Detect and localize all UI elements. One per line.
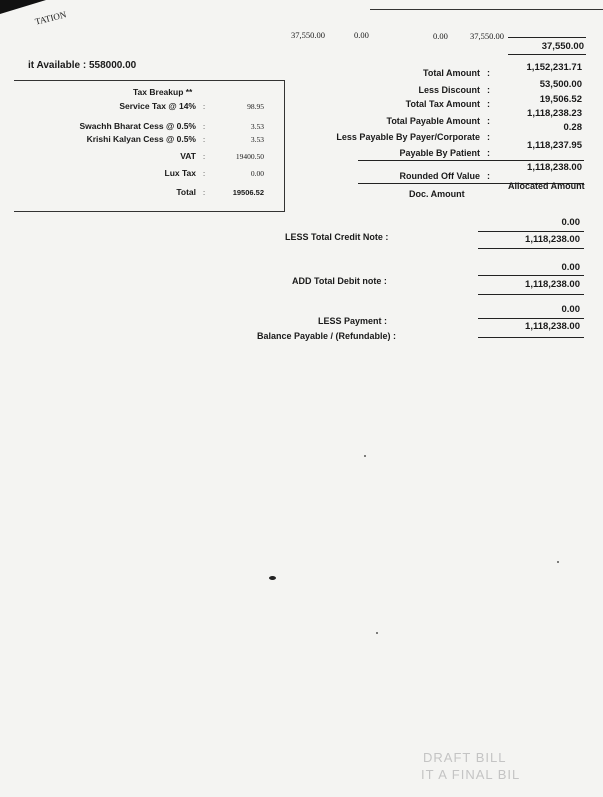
summary-label: Total Payable Amount (386, 116, 480, 126)
summary-sep: : (487, 148, 490, 158)
summary-label: Total Tax Amount (405, 99, 480, 109)
debit-note-rule-1 (478, 275, 584, 276)
tax-row-sep: : (203, 102, 206, 111)
tax-row-value: 19400.50 (235, 152, 264, 161)
summary-value: 1,152,231.71 (526, 62, 582, 73)
scan-speck (364, 455, 366, 457)
subtotal-value: 37,550.00 (541, 41, 584, 52)
top-divider (370, 9, 603, 10)
summary-sep: : (487, 132, 490, 142)
summary-label: Total Amount (423, 68, 480, 78)
balance-payable-label: Balance Payable / (Refundable) : (257, 331, 397, 341)
watermark-line-1: DRAFT BILL (423, 750, 507, 765)
debit-note-bottom-value: 1,118,238.00 (525, 279, 580, 290)
allocated-amount-header: Allocated Amount (508, 181, 585, 191)
tax-row-value: 98.95 (247, 102, 264, 111)
rounded-off-label: Rounded Off Value (399, 171, 480, 181)
doc-amount-header: Doc. Amount (409, 189, 465, 199)
balance-payable-value: 1,118,238.00 (525, 321, 580, 332)
tax-row-sep: : (203, 152, 206, 161)
tax-row-sep: : (203, 188, 206, 197)
summary-sep: : (487, 116, 490, 126)
payment-label: LESS Payment : (318, 316, 388, 326)
tax-breakup-title: Tax Breakup ** (133, 87, 193, 97)
balance-rule (478, 337, 584, 338)
scan-speck (269, 576, 276, 580)
line-value-3: 0.00 (433, 31, 448, 41)
summary-sep: : (487, 68, 490, 78)
scan-speck (557, 561, 559, 563)
summary-value: 19,506.52 (539, 94, 582, 105)
tax-row-label: Swachh Bharat Cess @ 0.5% (79, 121, 196, 131)
tax-row-sep: : (203, 122, 206, 131)
balance-available: it Available : 558000.00 (28, 60, 137, 71)
rounded-off-sep: : (487, 171, 490, 181)
tax-row-label: Krishi Kalyan Cess @ 0.5% (86, 134, 196, 144)
debit-note-top-value: 0.00 (561, 262, 580, 273)
tax-row-sep: : (203, 135, 206, 144)
line-value-4: 37,550.00 (470, 31, 504, 41)
debit-note-label: ADD Total Debit note : (292, 276, 387, 286)
tax-row-sep: : (203, 169, 206, 178)
tax-total-value: 19506.52 (232, 188, 264, 197)
credit-note-bottom-value: 1,118,238.00 (525, 234, 580, 245)
scan-speck (376, 632, 378, 634)
watermark-line-2: IT A FINAL BIL (421, 767, 521, 782)
summary-sep: : (487, 85, 490, 95)
scan-corner-artifact (0, 0, 46, 14)
rounded-off-value: 1,118,238.00 (527, 162, 582, 173)
summary-value: 53,500.00 (539, 79, 582, 90)
line-value-1: 37,550.00 (291, 30, 325, 40)
summary-label: Less Discount (418, 85, 480, 95)
credit-note-label: LESS Total Credit Note : (285, 232, 389, 242)
payment-top-value: 0.00 (561, 304, 580, 315)
line-value-2: 0.00 (354, 30, 369, 40)
subtotal-rule-top (508, 37, 586, 38)
summary-value: 1,118,238.23 (527, 108, 582, 119)
section-title-fragment: TATION (34, 9, 68, 27)
credit-note-top-value: 0.00 (561, 217, 580, 228)
credit-note-rule-1 (478, 231, 584, 232)
tax-row-value: 3.53 (250, 135, 264, 144)
summary-value: 0.28 (563, 122, 582, 133)
summary-label: Payable By Patient (399, 148, 480, 158)
tax-row-label: Lux Tax (164, 168, 196, 178)
tax-row-value: 3.53 (250, 122, 264, 131)
summary-value: 1,118,237.95 (527, 140, 582, 151)
payment-rule (478, 318, 584, 319)
tax-row-label: Service Tax @ 14% (119, 101, 196, 111)
tax-row-value: 0.00 (250, 169, 264, 178)
summary-sep: : (487, 99, 490, 109)
rounded-rule-top (358, 160, 584, 161)
tax-row-label: VAT (180, 151, 196, 161)
tax-row-label: Total (176, 187, 196, 197)
debit-note-rule-2 (478, 294, 584, 295)
subtotal-rule-bottom (508, 54, 586, 55)
summary-label: Less Payable By Payer/Corporate (336, 132, 480, 142)
credit-note-rule-2 (478, 248, 584, 249)
